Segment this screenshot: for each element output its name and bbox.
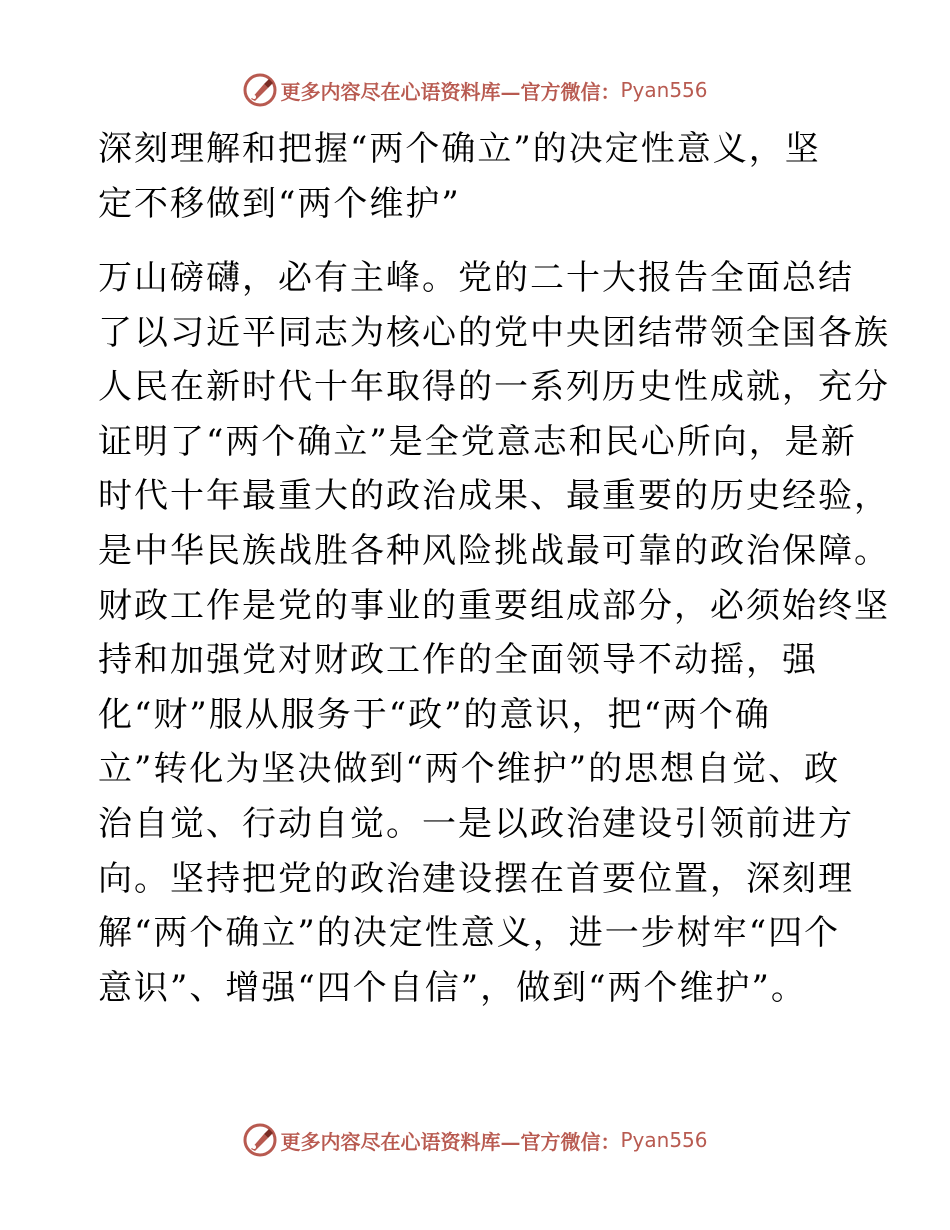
- body-line: 向。坚持把党的政治建设摆在首要位置，深刻理: [98, 858, 854, 899]
- body-line: 了以习近平同志为核心的党中央团结带领全国各族: [98, 312, 890, 353]
- header-banner: [0, 70, 950, 110]
- body-line: 意识”、增强“四个自信”，做到“两个维护”。: [98, 967, 807, 1008]
- banner-wechat-id: Pyan556: [620, 1128, 708, 1152]
- body-line: 化“财”服从服务于“政”的意识，把“两个确: [98, 694, 771, 735]
- title-line: 深刻理解和把握“两个确立”的决定性意义，坚: [98, 129, 821, 169]
- banner-content: [242, 72, 707, 108]
- body-line: 证明了“两个确立”是全党意志和民心所向，是新: [98, 421, 857, 462]
- title-line: 定不移做到“两个维护”: [98, 183, 461, 224]
- footer-banner: [0, 1120, 950, 1160]
- pen-logo-icon: [242, 72, 278, 108]
- banner-text: 更多内容尽在心语资料库—官方微信：: [280, 79, 621, 104]
- banner-content: [242, 1122, 707, 1158]
- body-paragraph: [98, 251, 890, 1015]
- body-line: 立”转化为坚决做到“两个维护”的思想自觉、政: [98, 749, 841, 790]
- body-line: 人民在新时代十年取得的一系列历史性成就，充分: [98, 367, 890, 408]
- body-line: 财政工作是党的事业的重要组成部分，必须始终坚: [98, 585, 890, 626]
- pen-logo-icon: [242, 1122, 278, 1158]
- banner-wechat-id: Pyan556: [620, 78, 708, 102]
- document-title: [98, 122, 858, 231]
- body-line: 时代十年最重大的政治成果、最重要的历史经验，: [98, 476, 890, 517]
- body-line: 解“两个确立”的决定性意义，进一步树牢“四个: [98, 913, 841, 954]
- banner-text: 更多内容尽在心语资料库—官方微信：: [280, 1129, 621, 1154]
- body-line: 是中华民族战胜各种风险挑战最可靠的政治保障。: [98, 530, 890, 571]
- body-line: 治自觉、行动自觉。一是以政治建设引领前进方: [98, 803, 854, 844]
- body-line: 万山磅礴，必有主峰。党的二十大报告全面总结: [98, 258, 854, 298]
- body-line: 持和加强党对财政工作的全面领导不动摇，强: [98, 640, 818, 681]
